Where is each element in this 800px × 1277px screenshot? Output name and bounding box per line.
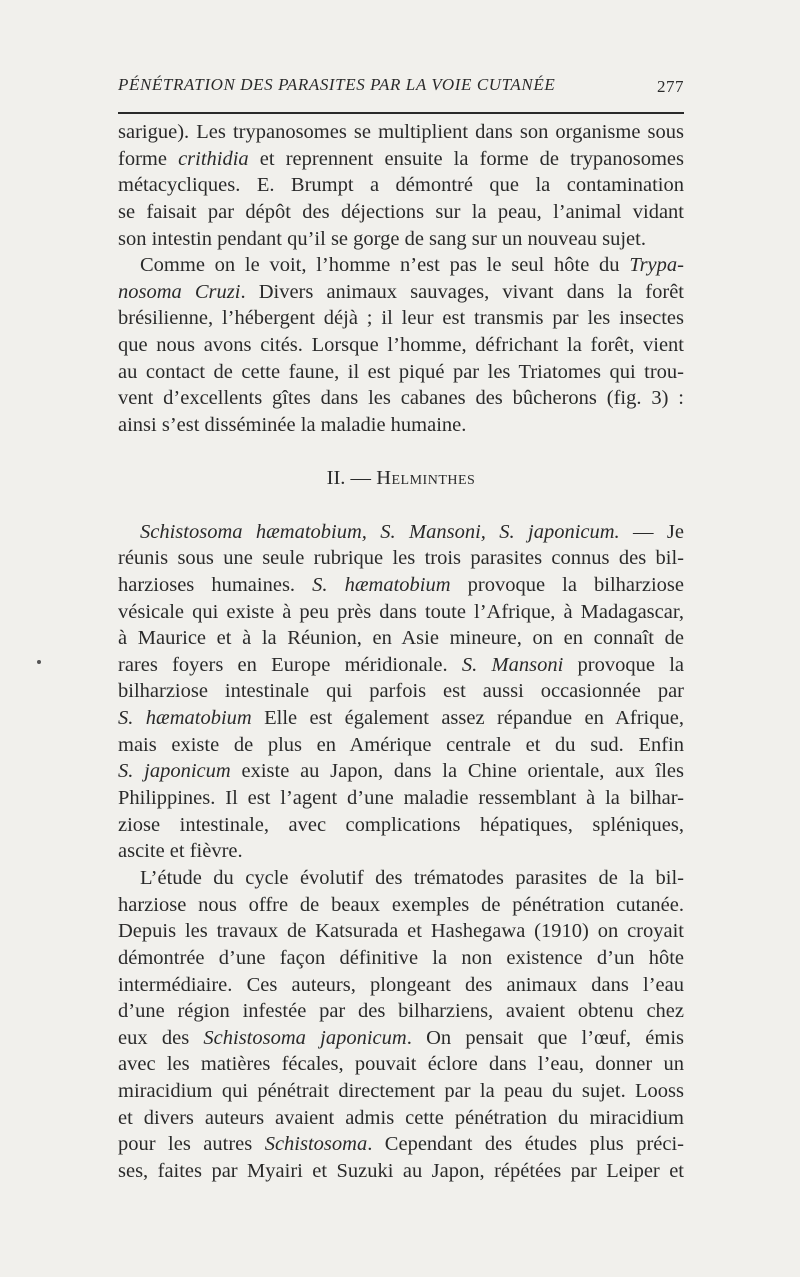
text-line: son intestin pendant qu’il se gorge de sang sur un nouveau sujet.: [118, 227, 646, 250]
text-line: S. japonicum existe au Japon, dans la Chine orientale, aux îles: [118, 760, 684, 783]
text-line: avec les matières fécales, pouvait éclore dans l’eau, donner un: [118, 1053, 684, 1076]
text-line: vésicale qui existe à peu près dans toute l’Afrique, à Madagascar,: [118, 600, 684, 623]
text-line: ascite et fièvre.: [118, 840, 243, 863]
text-line: vent d’excellents gîtes dans les cabanes des bûcherons (fig. 3) :: [118, 387, 684, 410]
text-line: au contact de cette faune, il est piqué par les Triatomes qui trou-: [118, 360, 684, 383]
text-line: brésilienne, l’hébergent déjà ; il leur est transmis par les insectes: [118, 307, 684, 330]
text-line: miracidium qui pénétrait directement par la peau du sujet. Looss: [118, 1080, 684, 1103]
text-line: intermédiaire. Ces auteurs, plongeant des animaux dans l’eau: [118, 973, 684, 996]
text-line: eux des Schistosoma japonicum. On pensait que l’œuf, émis: [118, 1026, 684, 1049]
text-line: ziose intestinale, avec complications hépatiques, spléniques,: [118, 813, 684, 836]
running-head: [118, 75, 688, 103]
text-line: Depuis les travaux de Katsurada et Hashegawa (1910) on croyait: [118, 920, 684, 943]
text-line: et divers auteurs avaient admis cette pénétration du miracidium: [118, 1106, 684, 1129]
text-line: L’étude du cycle évolutif des trématodes parasites de la bil-: [140, 866, 684, 889]
header-rule: [118, 112, 684, 114]
text-line: à Maurice et à la Réunion, en Asie mineure, on en connaît de: [118, 627, 684, 650]
text-line: Schistosoma hæmatobium, S. Mansoni, S. japonicum. — Je: [140, 520, 684, 543]
text-line: se faisait par dépôt des déjections sur la peau, l’animal vidant: [118, 200, 684, 223]
text-line: [118, 439, 684, 466]
body-text: [118, 119, 684, 1185]
text-line: mais existe de plus en Amérique centrale et du sud. Enfin: [118, 733, 684, 756]
text-line: nosoma Cruzi. Divers animaux sauvages, vivant dans la forêt: [118, 280, 684, 303]
text-line: harziose nous offre de beaux exemples de pénétration cutanée.: [118, 893, 684, 916]
text-line: Philippines. Il est l’agent d’une maladie ressemblant à la bilhar-: [118, 787, 684, 810]
text-line: ses, faites par Myairi et Suzuki au Japon, répétées par Leiper et: [118, 1159, 684, 1182]
running-title: PÉNÉTRATION DES PARASITES PAR LA VOIE CUTANÉE: [118, 75, 556, 94]
page-number: 277: [657, 77, 684, 96]
text-line: ainsi s’est disséminée la maladie humaine.: [118, 414, 467, 437]
text-line: Comme on le voit, l’homme n’est pas le seul hôte du Trypa-: [140, 254, 684, 277]
text-line: pour les autres Schistosoma. Cependant des études plus préci-: [118, 1133, 684, 1156]
text-line: démontrée d’une façon définitive la non existence d’un hôte: [118, 946, 684, 969]
text-line: que nous avons cités. Lorsque l’homme, défrichant la forêt, vient: [118, 334, 684, 357]
text-line: harzioses humaines. S. hæmatobium provoque la bilharziose: [118, 573, 684, 596]
text-line: forme crithidia et reprennent ensuite la forme de trypanosomes: [118, 147, 684, 170]
text-line: réunis sous une seule rubrique les trois parasites connus des bil-: [118, 547, 684, 570]
section-heading: II. — Helminthes: [326, 467, 476, 490]
text-line: rares foyers en Europe méridionale. S. Mansoni provoque la: [118, 653, 684, 676]
text-line: bilharziose intestinale qui parfois est aussi occasionnée par: [118, 680, 684, 703]
text-line: d’une région infestée par des bilharziens, avaient obtenu chez: [118, 1000, 684, 1023]
text-line: S. hæmatobium Elle est également assez répandue en Afrique,: [118, 707, 684, 730]
text-line: sarigue). Les trypanosomes se multiplient dans son organisme sous: [118, 121, 684, 143]
margin-mark: [37, 660, 41, 664]
text-line: métacycliques. E. Brumpt a démontré que la contamination: [118, 174, 684, 197]
text-line: [118, 492, 684, 519]
